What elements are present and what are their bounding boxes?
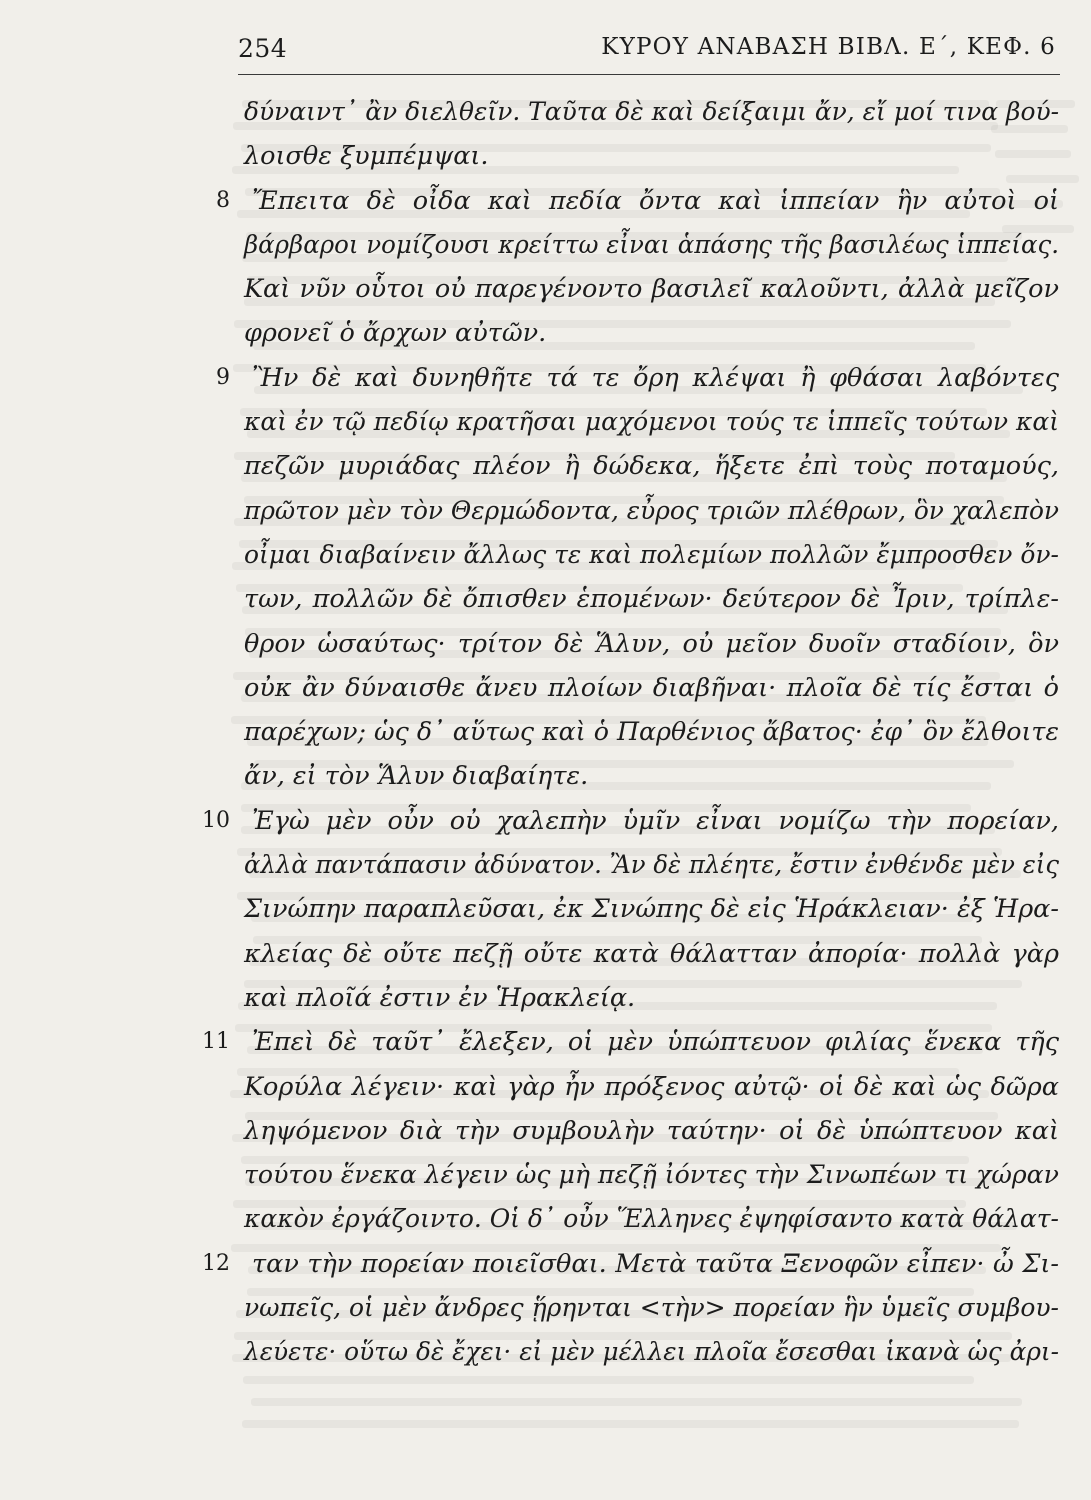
line-text: Ἐπεὶ δὲ ταῦτ᾽ ἔλεξεν, οἱ μὲν ὑπώπτευον φιλίας ἕνεκα τῆς xyxy=(252,1027,1059,1058)
text-line xyxy=(244,577,1059,621)
text-line xyxy=(244,1109,1059,1153)
line-text: παρέχων; ὡς δ᾽ αὕτως καὶ ὁ Παρθένιος ἄβατος· ἐφ᾽ ὃν ἔλθοιτε xyxy=(244,717,1059,748)
text-line xyxy=(244,90,1059,134)
line-text: Ἐγὼ μὲν οὖν οὐ χαλεπὴν ὑμῖν εἶναι νομίζω τὴν πορείαν, xyxy=(252,805,1060,836)
text-line xyxy=(244,1065,1059,1109)
text-line xyxy=(202,799,1060,843)
line-text: οὐκ ἂν δύναισθε ἄνευ πλοίων διαβῆναι· πλοῖα δὲ τίς ἔσται ὁ xyxy=(244,672,1059,703)
text-line xyxy=(244,134,1059,178)
section-number: 9 xyxy=(216,364,230,390)
text-line xyxy=(244,843,1059,887)
text-line xyxy=(244,754,1059,798)
text-line xyxy=(202,1242,1059,1286)
text-line xyxy=(216,179,1060,223)
line-text: καὶ ἐν τῷ πεδίῳ κρατῆσαι μαχόμενοι τούς τε ἱππεῖς τούτων καὶ xyxy=(244,407,1059,438)
greek-text-block xyxy=(202,90,1060,1375)
line-text: δύναιντ᾽ ἂν διελθεῖν. Ταῦτα δὲ καὶ δείξαιμι ἄν, εἴ μοί τινα βού- xyxy=(244,97,1060,127)
section-number: 8 xyxy=(216,187,230,213)
text-line xyxy=(244,1197,1059,1241)
section-number: 11 xyxy=(202,1029,230,1055)
line-text: Κορύλα λέγειν· καὶ γὰρ ἦν πρόξενος αὐτῷ· οἱ δὲ καὶ ὡς δῶρα xyxy=(244,1071,1059,1102)
line-text: βάρβαροι νομίζουσι κρείττω εἶναι ἁπάσης τῆς βασιλέως ἱππείας. xyxy=(244,229,1060,260)
text-line xyxy=(244,1330,1059,1374)
line-text: κακὸν ἐργάζοιντο. Οἱ δ᾽ οὖν Ἕλληνες ἐψηφίσαντο κατὰ θάλατ- xyxy=(244,1204,1059,1235)
line-text: ἄν, εἰ τὸν Ἅλυν διαβαίητε. xyxy=(244,761,589,792)
line-text: φρονεῖ ὁ ἄρχων αὐτῶν. xyxy=(244,318,547,349)
text-line xyxy=(244,710,1059,754)
section-number: 10 xyxy=(202,807,230,833)
line-text: νωπεῖς, οἱ μὲν ἄνδρες ᾕρηνται <τὴν> πορείαν ἣν ὑμεῖς συμβου- xyxy=(244,1293,1060,1324)
text-line xyxy=(244,622,1059,666)
header-rule xyxy=(238,74,1060,75)
text-line xyxy=(244,400,1059,444)
line-text: ληψόμενον διὰ τὴν συμβουλὴν ταύτην· οἱ δὲ ὑπώπτευον καὶ xyxy=(244,1115,1059,1146)
line-text: τούτου ἕνεκα λέγειν ὡς μὴ πεζῇ ἰόντες τὴν Σινωπέων τι χώραν xyxy=(244,1160,1059,1191)
text-line xyxy=(244,976,1059,1020)
text-line xyxy=(244,311,1059,355)
line-text: πεζῶν μυριάδας πλέον ἢ δώδεκα, ἥξετε ἐπὶ τοὺς ποταμούς, xyxy=(244,451,1059,482)
text-line xyxy=(244,533,1059,577)
running-head: ΚΥΡΟΥ ΑΝΑΒΑΣΗ ΒΙΒΛ. Ε΄, ΚΕΦ. 6 xyxy=(601,34,1056,60)
page-header xyxy=(238,34,1058,74)
section-number: 12 xyxy=(202,1250,230,1276)
line-text: Καὶ νῦν οὗτοι οὐ παρεγένοντο βασιλεῖ καλοῦντι, ἀλλὰ μεῖζον xyxy=(244,274,1059,305)
text-line xyxy=(244,223,1059,267)
text-line xyxy=(202,1020,1059,1064)
text-line xyxy=(244,444,1059,488)
line-text: λοισθε ξυμπέμψαι. xyxy=(244,141,489,172)
line-text: λεύετε· οὕτω δὲ ἔχει· εἰ μὲν μέλλει πλοῖα ἔσεσθαι ἱκανὰ ὡς ἀρι- xyxy=(244,1337,1060,1368)
text-line xyxy=(216,356,1059,400)
text-line xyxy=(244,1153,1059,1197)
line-text: Σινώπην παραπλεῦσαι, ἐκ Σινώπης δὲ εἰς Ἡράκλειαν· ἐξ Ἡρα- xyxy=(244,894,1060,925)
line-text: πρῶτον μὲν τὸν Θερμώδοντα, εὖρος τριῶν πλέθρων, ὃν χαλεπὸν xyxy=(244,495,1060,526)
line-text: των, πολλῶν δὲ ὄπισθεν ἑπομένων· δεύτερον δὲ Ἶριν, τρίπλε- xyxy=(244,584,1059,615)
text-line xyxy=(244,489,1059,533)
line-text: θρον ὡσαύτως· τρίτον δὲ Ἅλυν, οὐ μεῖον δυοῖν σταδίοιν, ὃν xyxy=(244,628,1060,659)
line-text: καὶ πλοῖά ἐστιν ἐν Ἡρακλείᾳ. xyxy=(244,982,636,1013)
page-number: 254 xyxy=(238,34,288,63)
line-text: Ἔπειτα δὲ οἶδα καὶ πεδία ὄντα καὶ ἱππείαν ἣν αὐτοὶ οἱ xyxy=(252,185,1060,216)
text-line xyxy=(244,1286,1059,1330)
line-text: ταν τὴν πορείαν ποιεῖσθαι. Μετὰ ταῦτα Ξενοφῶν εἶπεν· ὦ Σι- xyxy=(252,1248,1059,1279)
text-line xyxy=(244,932,1059,976)
text-line xyxy=(244,666,1059,710)
text-line xyxy=(244,887,1059,931)
line-text: οἶμαι διαβαίνειν ἄλλως τε καὶ πολεμίων πολλῶν ἔμπροσθεν ὄν- xyxy=(244,539,1059,570)
line-text: ἀλλὰ παντάπασιν ἀδύνατον. Ἂν δὲ πλέητε, ἔστιν ἐνθένδε μὲν εἰς xyxy=(244,850,1059,881)
line-text: Ἢν δὲ καὶ δυνηθῆτε τά τε ὄρη κλέψαι ἢ φθάσαι λαβόντες xyxy=(252,362,1059,393)
text-line xyxy=(244,267,1059,311)
line-text: κλείας δὲ οὔτε πεζῇ οὔτε κατὰ θάλατταν ἀπορία· πολλὰ γὰρ xyxy=(244,938,1059,969)
